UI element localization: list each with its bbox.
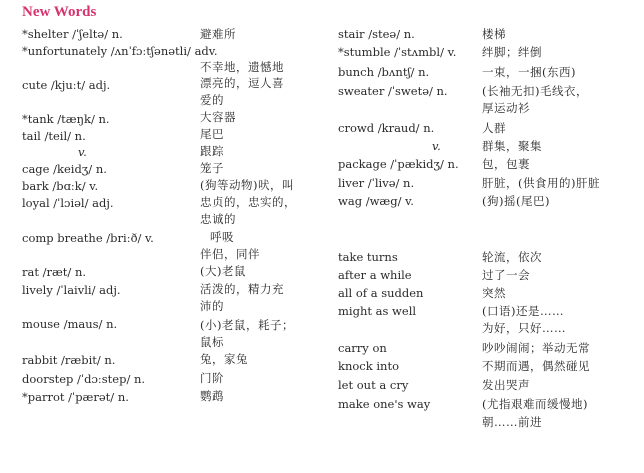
word-entry: tail /teil/ n. bbox=[22, 129, 86, 143]
word-entry: doorstep /ˈdɔːstep/ n. bbox=[22, 372, 146, 386]
word-meaning: 呼吸 bbox=[210, 230, 234, 244]
phrase-meaning: 朝……前进 bbox=[482, 415, 542, 429]
word-entry: bunch /bʌntʃ/ n. bbox=[338, 65, 430, 79]
phrase-entry: after a while bbox=[338, 268, 412, 282]
word-meaning: 鼠标 bbox=[200, 335, 224, 349]
phrase-entry: knock into bbox=[338, 359, 399, 373]
word-meaning: 包，包裹 bbox=[482, 157, 530, 171]
word-entry: *tank /tæŋk/ n. bbox=[22, 112, 110, 126]
phrase-meaning: 轮流，依次 bbox=[482, 250, 542, 264]
phrase-meaning: 吵吵闹闹；举动无常 bbox=[482, 341, 590, 355]
section-title: New Words bbox=[22, 4, 97, 20]
word-meaning: 人群 bbox=[482, 121, 506, 135]
word-entry: *stumble /ˈstʌmbl/ v. bbox=[338, 45, 457, 59]
phrase-entry: take turns bbox=[338, 250, 398, 264]
word-meaning: (长袖无扣)毛线衣， bbox=[482, 84, 588, 98]
word-meaning: (小)老鼠，耗子； bbox=[200, 318, 294, 332]
word-meaning: 漂亮的，逗人喜 bbox=[200, 76, 284, 90]
phrase-entry: let out a cry bbox=[338, 378, 409, 392]
phrase-entry: might as well bbox=[338, 304, 417, 318]
word-entry: v. bbox=[78, 145, 87, 159]
phrase-meaning: 突然 bbox=[482, 286, 506, 300]
word-entry: rat /ræt/ n. bbox=[22, 265, 87, 279]
word-entry: lively /ˈlaivli/ adj. bbox=[22, 283, 121, 297]
word-meaning: 门阶 bbox=[200, 371, 224, 385]
word-entry: stair /steə/ n. bbox=[338, 27, 415, 41]
word-meaning: (大)老鼠 bbox=[200, 264, 246, 278]
word-entry: cute /kjuːt/ adj. bbox=[22, 78, 111, 92]
word-meaning: 兔，家兔 bbox=[200, 352, 248, 366]
phrase-entry: carry on bbox=[338, 341, 387, 355]
phrase-meaning: 发出哭声 bbox=[482, 378, 530, 392]
word-entry: package /ˈpækidʒ/ n. bbox=[338, 157, 459, 171]
word-entry: sweater /ˈswetə/ n. bbox=[338, 84, 448, 98]
word-entry: *unfortunately /ʌnˈfɔːtʃənətli/ adv. bbox=[22, 44, 218, 58]
word-meaning: 肝脏，(供食用的)肝脏 bbox=[482, 176, 600, 190]
phrase-entry: make one's way bbox=[338, 397, 431, 411]
phrase-entry: all of a sudden bbox=[338, 286, 424, 300]
word-meaning: 忠贞的，忠实的， bbox=[200, 195, 296, 209]
word-entry: wag /wæg/ v. bbox=[338, 194, 414, 208]
word-entry: crowd /kraud/ n. bbox=[338, 121, 435, 135]
word-meaning: 忠诚的 bbox=[200, 212, 236, 226]
word-meaning: 鹦鹉 bbox=[200, 389, 224, 403]
word-meaning: 避难所 bbox=[200, 27, 236, 41]
word-meaning: 大容器 bbox=[200, 110, 236, 124]
word-meaning: 笼子 bbox=[200, 161, 224, 175]
word-entry: loyal /ˈlɔiəl/ adj. bbox=[22, 196, 114, 210]
word-meaning: 尾巴 bbox=[200, 127, 224, 141]
phrase-meaning: 过了一会 bbox=[482, 268, 530, 282]
word-entry: rabbit /ræbit/ n. bbox=[22, 353, 116, 367]
word-entry: *parrot /ˈpærət/ n. bbox=[22, 390, 129, 404]
word-entry: bark /bɑːk/ v. bbox=[22, 179, 99, 193]
word-meaning: 爱的 bbox=[200, 93, 224, 107]
word-meaning: 跟踪 bbox=[200, 144, 224, 158]
word-meaning: (狗等动物)吠，叫 bbox=[200, 178, 294, 192]
phrase-meaning: (尤指艰难而缓慢地) bbox=[482, 397, 588, 411]
word-entry: v. bbox=[432, 139, 441, 153]
phrase-meaning: 不期而遇，偶然碰见 bbox=[482, 359, 590, 373]
word-meaning: (狗)摇(尾巴) bbox=[482, 194, 550, 208]
word-entry: mouse /maus/ n. bbox=[22, 317, 118, 331]
word-entry: *shelter /ˈʃeltə/ n. bbox=[22, 27, 123, 41]
word-entry: liver /ˈlivə/ n. bbox=[338, 176, 415, 190]
phrase-meaning: 为好，只好…… bbox=[482, 321, 566, 335]
phrase-meaning: (口语)还是…… bbox=[482, 304, 564, 318]
word-entry: comp breathe /briːð/ v. bbox=[22, 231, 154, 245]
word-meaning: 不幸地，遗憾地 bbox=[200, 60, 284, 74]
word-meaning: 活泼的，精力充 bbox=[200, 282, 284, 296]
word-meaning: 绊脚；绊倒 bbox=[482, 45, 542, 59]
word-meaning: 沛的 bbox=[200, 299, 224, 313]
word-meaning: 楼梯 bbox=[482, 27, 506, 41]
word-meaning: 伴侣，同伴 bbox=[200, 247, 260, 261]
word-meaning: 厚运动衫 bbox=[482, 101, 530, 115]
word-meaning: 群集，聚集 bbox=[482, 139, 542, 153]
word-entry: cage /keidʒ/ n. bbox=[22, 162, 107, 176]
word-meaning: 一束，一捆(东西) bbox=[482, 65, 576, 79]
